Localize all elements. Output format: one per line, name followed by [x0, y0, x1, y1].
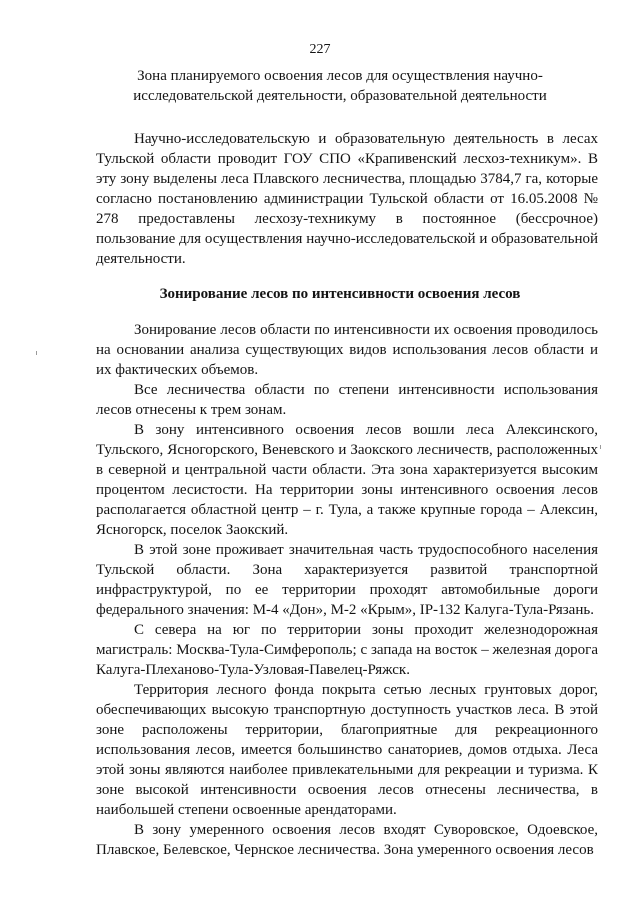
section-heading-research-zone: Зона планируемого освоения лесов для осуществления научно-исследовательской деятельности, образовательной деятельности — [133, 68, 547, 104]
scan-mark — [36, 351, 37, 355]
page-number: 227 — [309, 42, 331, 57]
scan-mark — [600, 445, 601, 449]
paragraph: С севера на юг по территории зоны проходит железнодорожная магистраль: Москва-Тула-Симферополь; с запада на восток – железная дорога Калуга-Плеханово-Тула-Узловая-Павелец-Ряжск. — [96, 622, 598, 678]
paragraph: Научно-исследовательскую и образовательную деятельность в лесах Тульской области проводит ГОУ СПО «Крапивенский лесхоз-техникум». В эту зону выделены леса Плавского лесничества, площадью 3784,7 га, которые согласно постановлению администрации Тульской области от 16.05.2008 № 278 предоставлены лесхозу-техникуму в постоянное (бессрочное) пользование для осуществления научно-исследовательской и образовательной деятельности. — [96, 131, 598, 267]
paragraph: Все лесничества области по степени интенсивности использования лесов отнесены к трем зонам. — [96, 382, 598, 418]
paragraph: В этой зоне проживает значительная часть трудоспособного населения Тульской области. Зона характеризуется развитой транспортной инфраструктурой, по ее территории проходят автомобильные дороги федерального значения: М-4 «Дон», М-2 «Крым», IP-132 Калуга-Тула-Рязань. — [96, 542, 598, 618]
paragraph: В зону интенсивного освоения лесов вошли леса Алексинского, Тульского, Ясногорского, Веневского и Заокского лесничеств, расположенных в северной и центральной части области. Эта зона характеризуется высоким процентом лесистости. На территории зоны интенсивного освоения лесов располагается областной центр – г. Тула, а также крупные города – Алексин, Ясногорск, поселок Заокский. — [96, 422, 598, 538]
section-heading-intensity-zoning: Зонирование лесов по интенсивности освоения лесов — [159, 286, 521, 302]
paragraph: Зонирование лесов области по интенсивности их освоения проводилось на основании анализа существующих видов использования лесов области и их фактических объемов. — [96, 322, 598, 378]
paragraph: Территория лесного фонда покрыта сетью лесных грунтовых дорог, обеспечивающих высокую транспортную доступность участков леса. В этой зоне расположены территории, благоприятные для рекреационного использования лесов, имеется большинство санаториев, домов отдыха. Леса этой зоны являются наиболее привлекательными для рекреации и туризма. К зоне высокой интенсивности освоения лесов отнесены лесничества, в наибольшей степени освоенные арендаторами. — [96, 682, 598, 818]
paragraph: В зону умеренного освоения лесов входят Суворовское, Одоевское, Плавское, Белевское, Чернское лесничества. Зона умеренного освоения лесов — [96, 822, 598, 858]
